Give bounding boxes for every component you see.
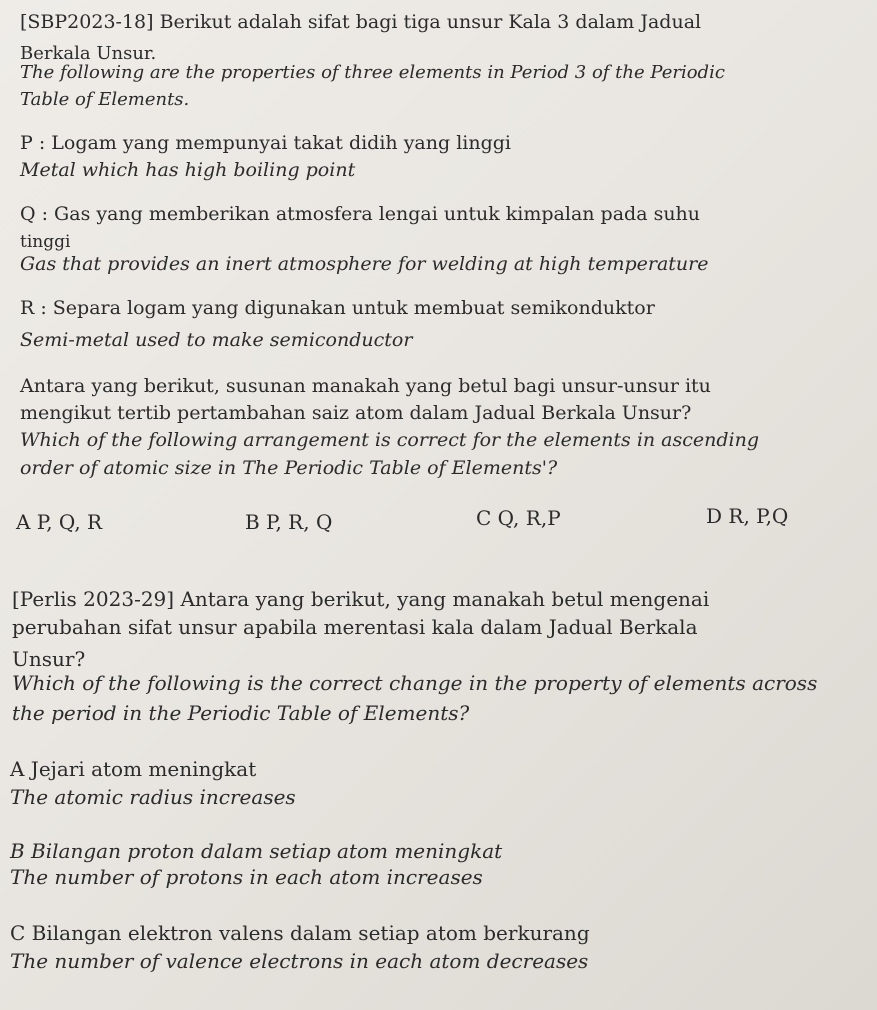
q1-q-en: Gas that provides an inert atmosphere for welding at high temperature	[20, 253, 709, 275]
q1-r-en: Semi-metal used to make semiconductor	[20, 329, 413, 351]
q2-stem-en-line2: the period in the Periodic Table of Elements?	[12, 701, 470, 725]
q1-option-b: B P, R, Q	[245, 510, 333, 534]
q1-option-d: D R, P,Q	[706, 504, 789, 528]
q2-option-a-en: The atomic radius increases	[10, 785, 296, 809]
q2-stem-ms-line2: perubahan sifat unsur apabila merentasi kala dalam Jadual Berkala	[12, 615, 698, 639]
q1-stem-ms-line1: [SBP2023-18] Berikut adalah sifat bagi tiga unsur Kala 3 dalam Jadual	[20, 11, 702, 33]
q1-question-ms-line1: Antara yang berikut, susunan manakah yang betul bagi unsur-unsur itu	[20, 375, 711, 397]
q2-option-b-en: The number of protons in each atom increases	[10, 865, 483, 889]
q1-option-a: A P, Q, R	[16, 510, 103, 534]
q1-option-c: C Q, R,P	[476, 506, 561, 530]
q1-r-ms: R : Separa logam yang digunakan untuk membuat semikonduktor	[20, 297, 655, 319]
q2-stem-en-line1: Which of the following is the correct change in the property of elements across	[12, 671, 818, 695]
q1-q-ms-line1: Q : Gas yang memberikan atmosfera lengai untuk kimpalan pada suhu	[20, 203, 701, 225]
q1-question-ms-line2: mengikut tertib pertambahan saiz atom dalam Jadual Berkala Unsur?	[20, 402, 692, 424]
q1-q-ms-line2: tinggi	[20, 232, 71, 252]
q1-p-en: Metal which has high boiling point	[20, 159, 356, 181]
q2-option-a-ms: A Jejari atom meningkat	[10, 757, 257, 781]
q1-p-ms: P : Logam yang mempunyai takat didih yang linggi	[20, 132, 511, 154]
q2-option-b-ms: B Bilangan proton dalam setiap atom meningkat	[10, 839, 503, 863]
q1-stem-ms-line2: Berkala Unsur.	[20, 43, 157, 64]
q2-option-c-ms: C Bilangan elektron valens dalam setiap atom berkurang	[10, 921, 590, 945]
q1-question-en-line2: order of atomic size in The Periodic Table of Elements'?	[20, 457, 558, 479]
q1-stem-en-line1: The following are the properties of three elements in Period 3 of the Periodic	[20, 62, 725, 83]
q2-stem-ms-line3: Unsur?	[12, 647, 86, 671]
q1-question-en-line1: Which of the following arrangement is correct for the elements in ascending	[20, 429, 760, 451]
q2-option-c-en: The number of valence electrons in each atom decreases	[10, 949, 589, 973]
q1-stem-en-line2: Table of Elements.	[20, 89, 190, 110]
q2-stem-ms-line1: [Perlis 2023-29] Antara yang berikut, yang manakah betul mengenai	[12, 587, 710, 611]
